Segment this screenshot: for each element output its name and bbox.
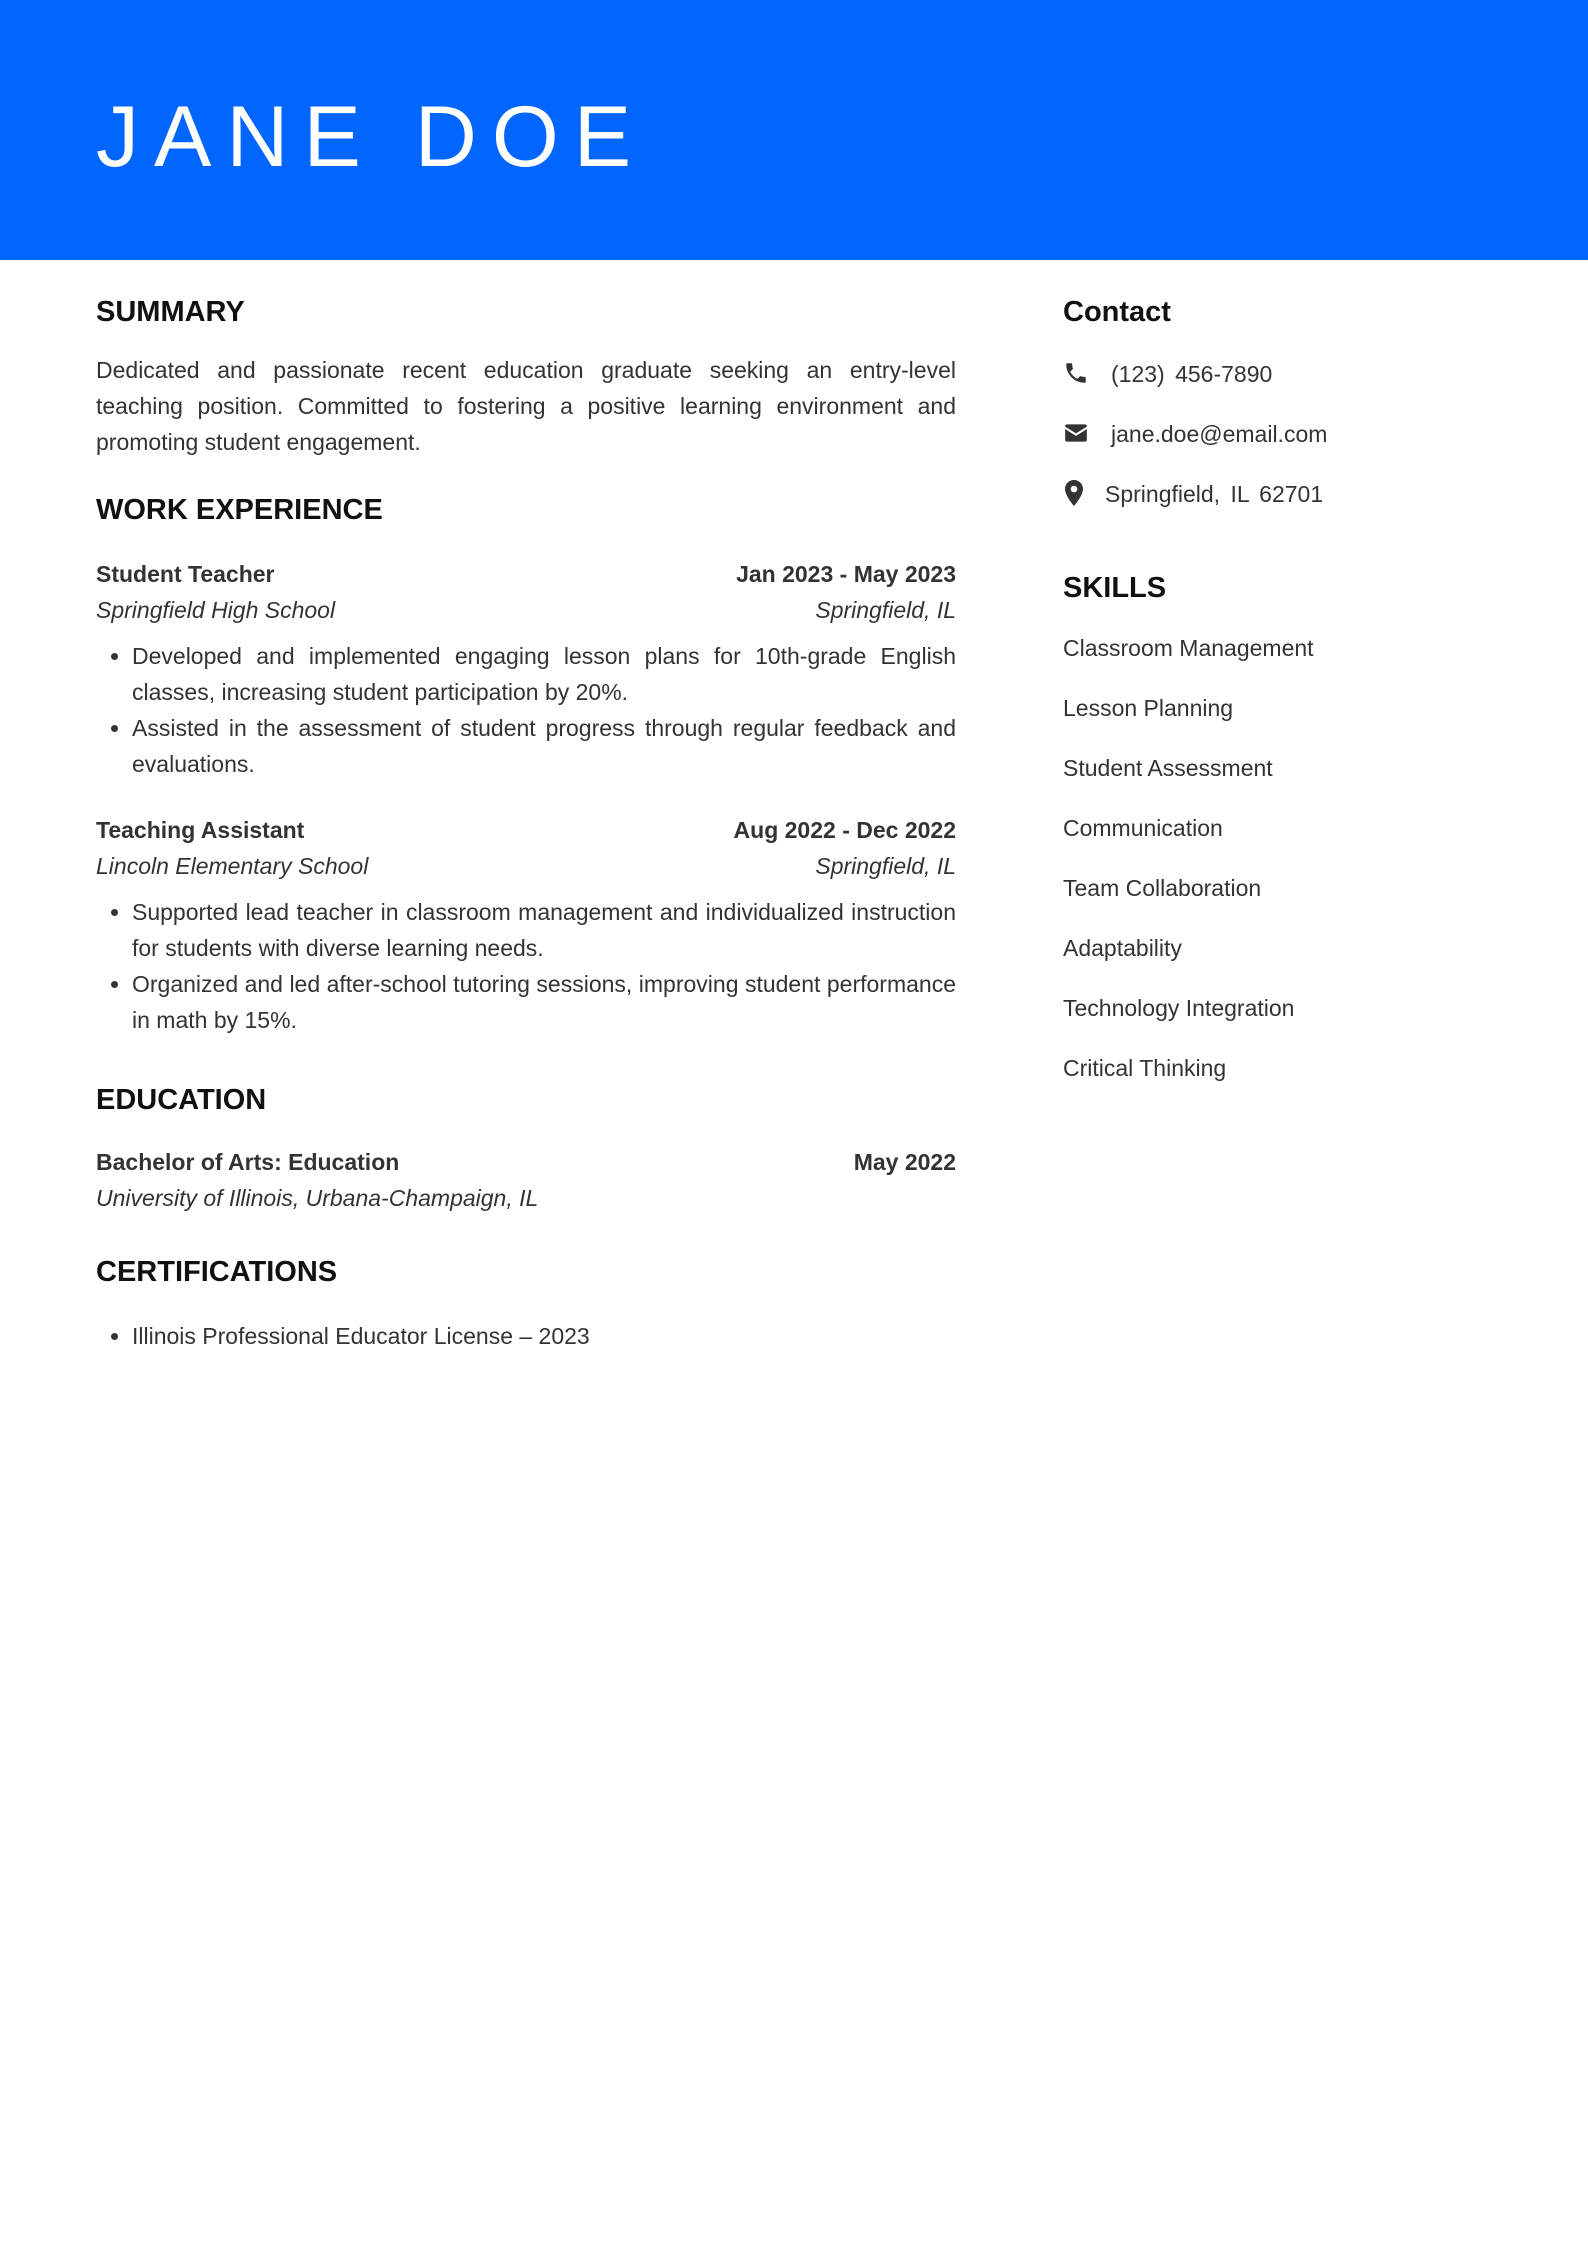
job-dates: Aug 2022 - Dec 2022 [733,817,956,843]
main-column [96,290,956,1354]
skill-item: Team Collaboration [1063,875,1262,901]
contact-address [1063,476,1493,512]
skill-item: Adaptability [1063,935,1182,961]
job-bullet: • Supported lead teacher in classroom management and individualized instruction for students with diverse learning needs. [132,894,956,966]
work-experience-heading: WORK EXPERIENCE [96,494,383,526]
map-pin-icon [1063,480,1085,508]
skills-section [1063,566,1493,1086]
job-entry [96,556,956,782]
job-location: Springfield, IL [815,853,956,879]
summary-text: Dedicated and passionate recent education graduate seeking an entry-level teaching position. Committed to fostering a positive learning environment and promoting student engagement. [96,357,956,455]
contact-phone [1063,356,1493,392]
contact-email [1063,416,1493,452]
skill-item: Student Assessment [1063,755,1273,781]
education-heading: EDUCATION [96,1084,267,1116]
envelope-icon [1063,420,1091,448]
header-banner [0,0,1588,260]
job-bullet: • Developed and implemented engaging lesson plans for 10th-grade English classes, increasing student participation by 20%. [132,638,956,710]
contact-email-text: jane.doe@email.com [1111,420,1328,447]
job-bullet: • Assisted in the assessment of student progress through regular feedback and evaluations. [132,710,956,782]
sidebar-column [1063,290,1493,1110]
skills-list [1063,630,1493,1086]
certification-item: • Illinois Professional Educator License – 2023 [132,1318,956,1354]
summary-section [96,290,956,460]
skills-heading: SKILLS [1063,572,1167,604]
job-bullets [96,894,956,1038]
contact-heading: Contact [1063,296,1171,328]
job-organization: Lincoln Elementary School [96,853,369,879]
phone-icon [1063,360,1091,388]
job-title: Student Teacher [96,561,275,587]
contact-address-text: Springfield, IL 62701 [1105,480,1324,507]
skill-item: Classroom Management [1063,635,1314,661]
summary-heading: SUMMARY [96,296,245,328]
skill-item: Technology Integration [1063,995,1295,1021]
skill-item: Communication [1063,815,1223,841]
job-bullets [96,638,956,782]
job-entry [96,812,956,1038]
candidate-name: JANE DOE [96,89,647,185]
certifications-list [96,1318,956,1354]
degree-date: May 2022 [853,1149,956,1175]
job-title: Teaching Assistant [96,817,305,843]
school: University of Illinois, Urbana-Champaign, IL [96,1185,539,1211]
work-experience-section [96,488,956,1038]
job-dates: Jan 2023 - May 2023 [736,561,956,587]
skill-item: Critical Thinking [1063,1055,1227,1081]
certifications-section [96,1250,956,1354]
job-bullet: • Organized and led after-school tutoring sessions, improving student performance in math by 15%. [132,966,956,1038]
contact-section [1063,290,1493,512]
skill-item: Lesson Planning [1063,695,1234,721]
education-section [96,1078,956,1216]
contact-phone-text: (123) 456-7890 [1111,360,1273,387]
job-location: Springfield, IL [815,597,956,623]
certifications-heading: CERTIFICATIONS [96,1256,338,1288]
degree: Bachelor of Arts: Education [96,1149,400,1175]
job-organization: Springfield High School [96,597,336,623]
